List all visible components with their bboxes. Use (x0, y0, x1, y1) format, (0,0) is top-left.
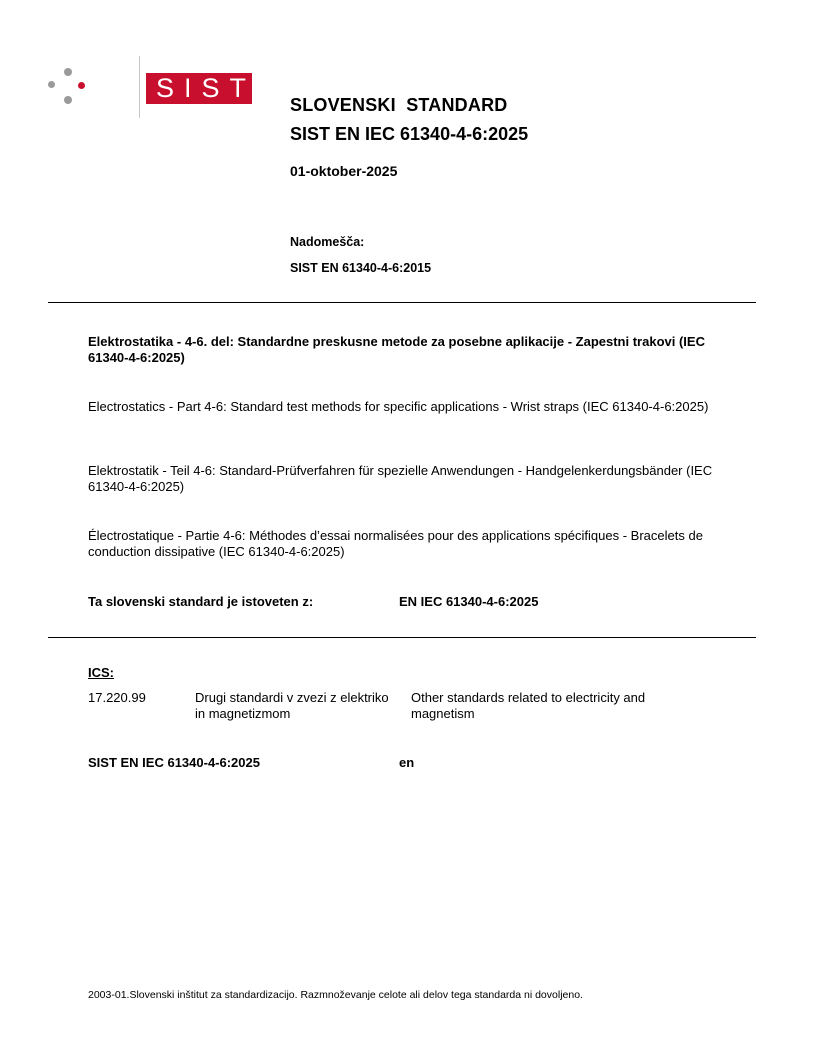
copyright-footer: 2003-01.Slovenski inštitut za standardizacijo. Razmnoževanje celote ali delov tega standarda ni dovoljeno. (88, 989, 583, 1001)
title-german: Elektrostatik - Teil 4-6: Standard-Prüfverfahren für spezielle Anwendungen - Handgelenkerdungsbänder (IEC 61340-4-6:2025) (88, 463, 713, 494)
replaces-value: SIST EN 61340-4-6:2015 (290, 261, 432, 275)
standard-number: SIST EN IEC 61340-4-6:2025 (290, 124, 529, 144)
sist-logo (48, 60, 257, 120)
title-french: Électrostatique - Partie 4-6: Méthodes d’essai normalisées pour des applications spécifiques - Bracelets de conduction dissipative (IEC 61340-4-6:2025) (88, 528, 703, 559)
replaces-label: Nadomešča: (290, 235, 365, 249)
document-language: en (399, 755, 415, 770)
standard-type: SLOVENSKI STANDARD (290, 95, 508, 115)
title-english: Electrostatics - Part 4-6: Standard test methods for specific applications - Wrist straps (IEC 61340-4-6:2025) (88, 399, 709, 414)
logo-dot-icon (78, 82, 85, 89)
logo-wordmark: SIST (146, 73, 252, 104)
ics-description-sl: Drugi standardi v zvezi z elektriko in magnetizmom (195, 690, 389, 721)
logo-dot-icon (64, 96, 72, 104)
divider-top (48, 302, 756, 303)
logo-dot-icon (48, 81, 55, 88)
title-slovenian: Elektrostatika - 4-6. del: Standardne preskusne metode za posebne aplikacije - Zapestni trakovi (IEC 61340-4-6:2025) (88, 334, 705, 365)
divider-bottom (48, 637, 756, 638)
logo-divider (139, 56, 140, 118)
logo-dot-icon (64, 68, 72, 76)
publication-date: 01-oktober-2025 (290, 163, 398, 179)
equivalence-value: EN IEC 61340-4-6:2025 (399, 594, 539, 609)
ics-heading: ICS: (88, 665, 114, 680)
ics-code: 17.220.99 (88, 690, 146, 705)
ics-description-en: Other standards related to electricity and magnetism (411, 690, 646, 721)
document-id: SIST EN IEC 61340-4-6:2025 (88, 755, 260, 770)
equivalence-label: Ta slovenski standard je istoveten z: (88, 594, 314, 609)
